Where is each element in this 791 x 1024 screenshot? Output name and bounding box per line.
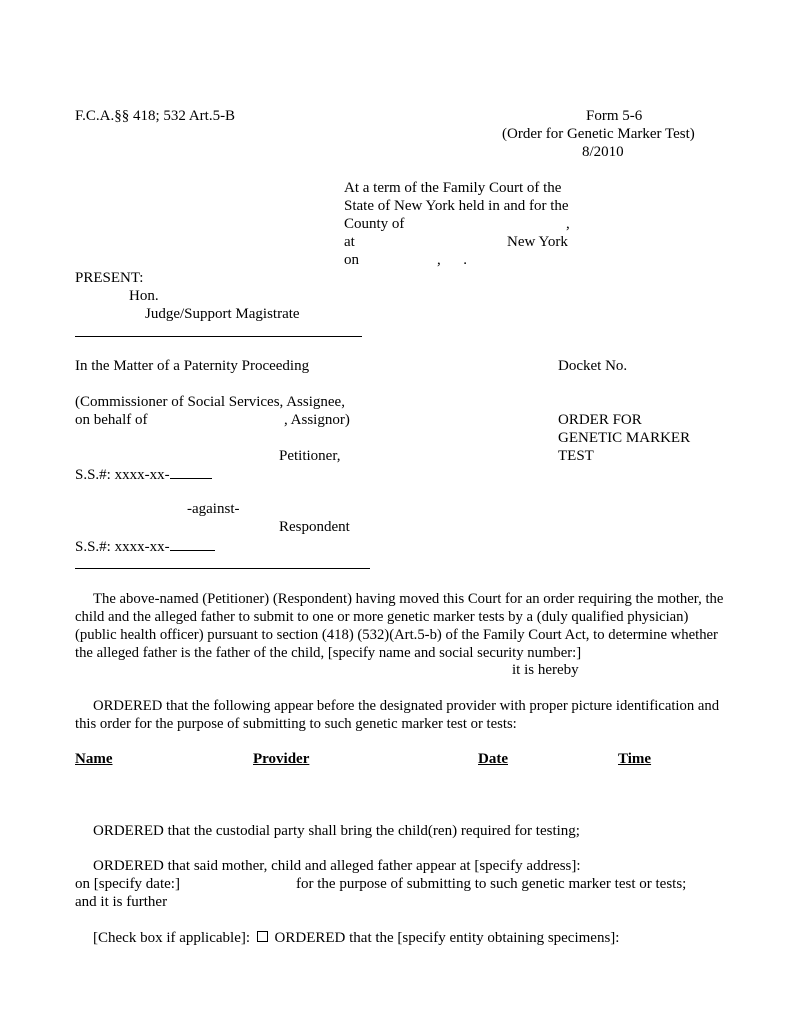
court-term-date-punct: , . xyxy=(437,252,467,268)
statute-citation: F.C.A.§§ 418; 532 Art.5-B xyxy=(75,108,236,124)
custodial-party-paragraph: ORDERED that the custodial party shall bring the child(ren) required for testing; xyxy=(93,823,580,839)
petitioner-ssn-label: S.S.#: xxxx-xx- xyxy=(75,467,170,483)
assignor-label: , Assignor) xyxy=(284,412,350,428)
form-number: Form 5-6 xyxy=(586,108,643,124)
divider-line xyxy=(75,336,362,337)
further-line: and it is further xyxy=(75,894,168,910)
docket-number-label: Docket No. xyxy=(558,358,628,374)
on-behalf-of: on behalf of xyxy=(75,412,148,428)
entity-order-text: ORDERED that the [specify entity obtaining specimens]: xyxy=(274,930,620,946)
it-is-hereby: it is hereby xyxy=(512,662,579,678)
present-label: PRESENT: xyxy=(75,270,144,286)
col-header-date: Date xyxy=(478,751,508,767)
motion-paragraph: The above-named (Petitioner) (Respondent) having moved this Court for an order requiring the mother, the child and the alleged father to submit to one or more genetic marker tests by a (duly qualified physician) (public health officer) pursuant to section (418) (532)(Art.5-b) of the Family Court Act, to determine whether the alleged father is the father of the child, [specify name and social security number:] xyxy=(75,591,724,661)
purpose-line: for the purpose of submitting to such genetic marker test or tests; xyxy=(296,876,687,892)
respondent-ssn-blank xyxy=(170,537,215,551)
order-title-line2: GENETIC MARKER xyxy=(558,430,691,446)
applicable-checkbox[interactable] xyxy=(257,931,268,942)
specify-date-label: on [specify date:] xyxy=(75,876,180,892)
matter-title: In the Matter of a Paternity Proceeding xyxy=(75,358,310,374)
commissioner-line: (Commissioner of Social Services, Assignee, xyxy=(75,394,345,410)
appear-address-line: ORDERED that said mother, child and alleged father appear at [specify address]: xyxy=(93,858,581,874)
present-judge-title: Judge/Support Magistrate xyxy=(145,306,300,322)
form-title: (Order for Genetic Marker Test) xyxy=(502,126,695,142)
ordered-appear-paragraph: ORDERED that the following appear before the designated provider with proper picture identification and this order for the purpose of submitting to such genetic marker test or tests: xyxy=(75,698,720,732)
checkbox-paragraph xyxy=(93,929,619,947)
caption-divider-line xyxy=(75,568,370,569)
court-term-line1: At a term of the Family Court of the xyxy=(344,180,562,196)
check-if-applicable-label: [Check box if applicable]: xyxy=(93,930,251,946)
petitioner-label: Petitioner, xyxy=(279,448,341,464)
court-term-state: New York xyxy=(507,234,568,250)
order-title-line1: ORDER FOR xyxy=(558,412,642,428)
court-term-line2: State of New York held in and for the xyxy=(344,198,569,214)
form-date: 8/2010 xyxy=(582,144,624,160)
col-header-provider: Provider xyxy=(253,751,310,767)
against-label: -against- xyxy=(187,501,240,517)
petitioner-ssn-blank xyxy=(170,465,212,479)
court-term-on: on xyxy=(344,252,359,268)
order-title-line3: TEST xyxy=(558,448,594,464)
col-header-name: Name xyxy=(75,751,113,767)
respondent-ssn xyxy=(75,537,215,556)
respondent-ssn-label: S.S.#: xxxx-xx- xyxy=(75,539,170,555)
present-hon: Hon. xyxy=(129,288,159,304)
petitioner-ssn xyxy=(75,465,212,484)
respondent-label: Respondent xyxy=(279,519,350,535)
court-term-county: County of xyxy=(344,216,405,232)
court-term-county-comma: , xyxy=(566,216,570,232)
col-header-time: Time xyxy=(618,751,652,767)
court-term-at: at xyxy=(344,234,355,250)
